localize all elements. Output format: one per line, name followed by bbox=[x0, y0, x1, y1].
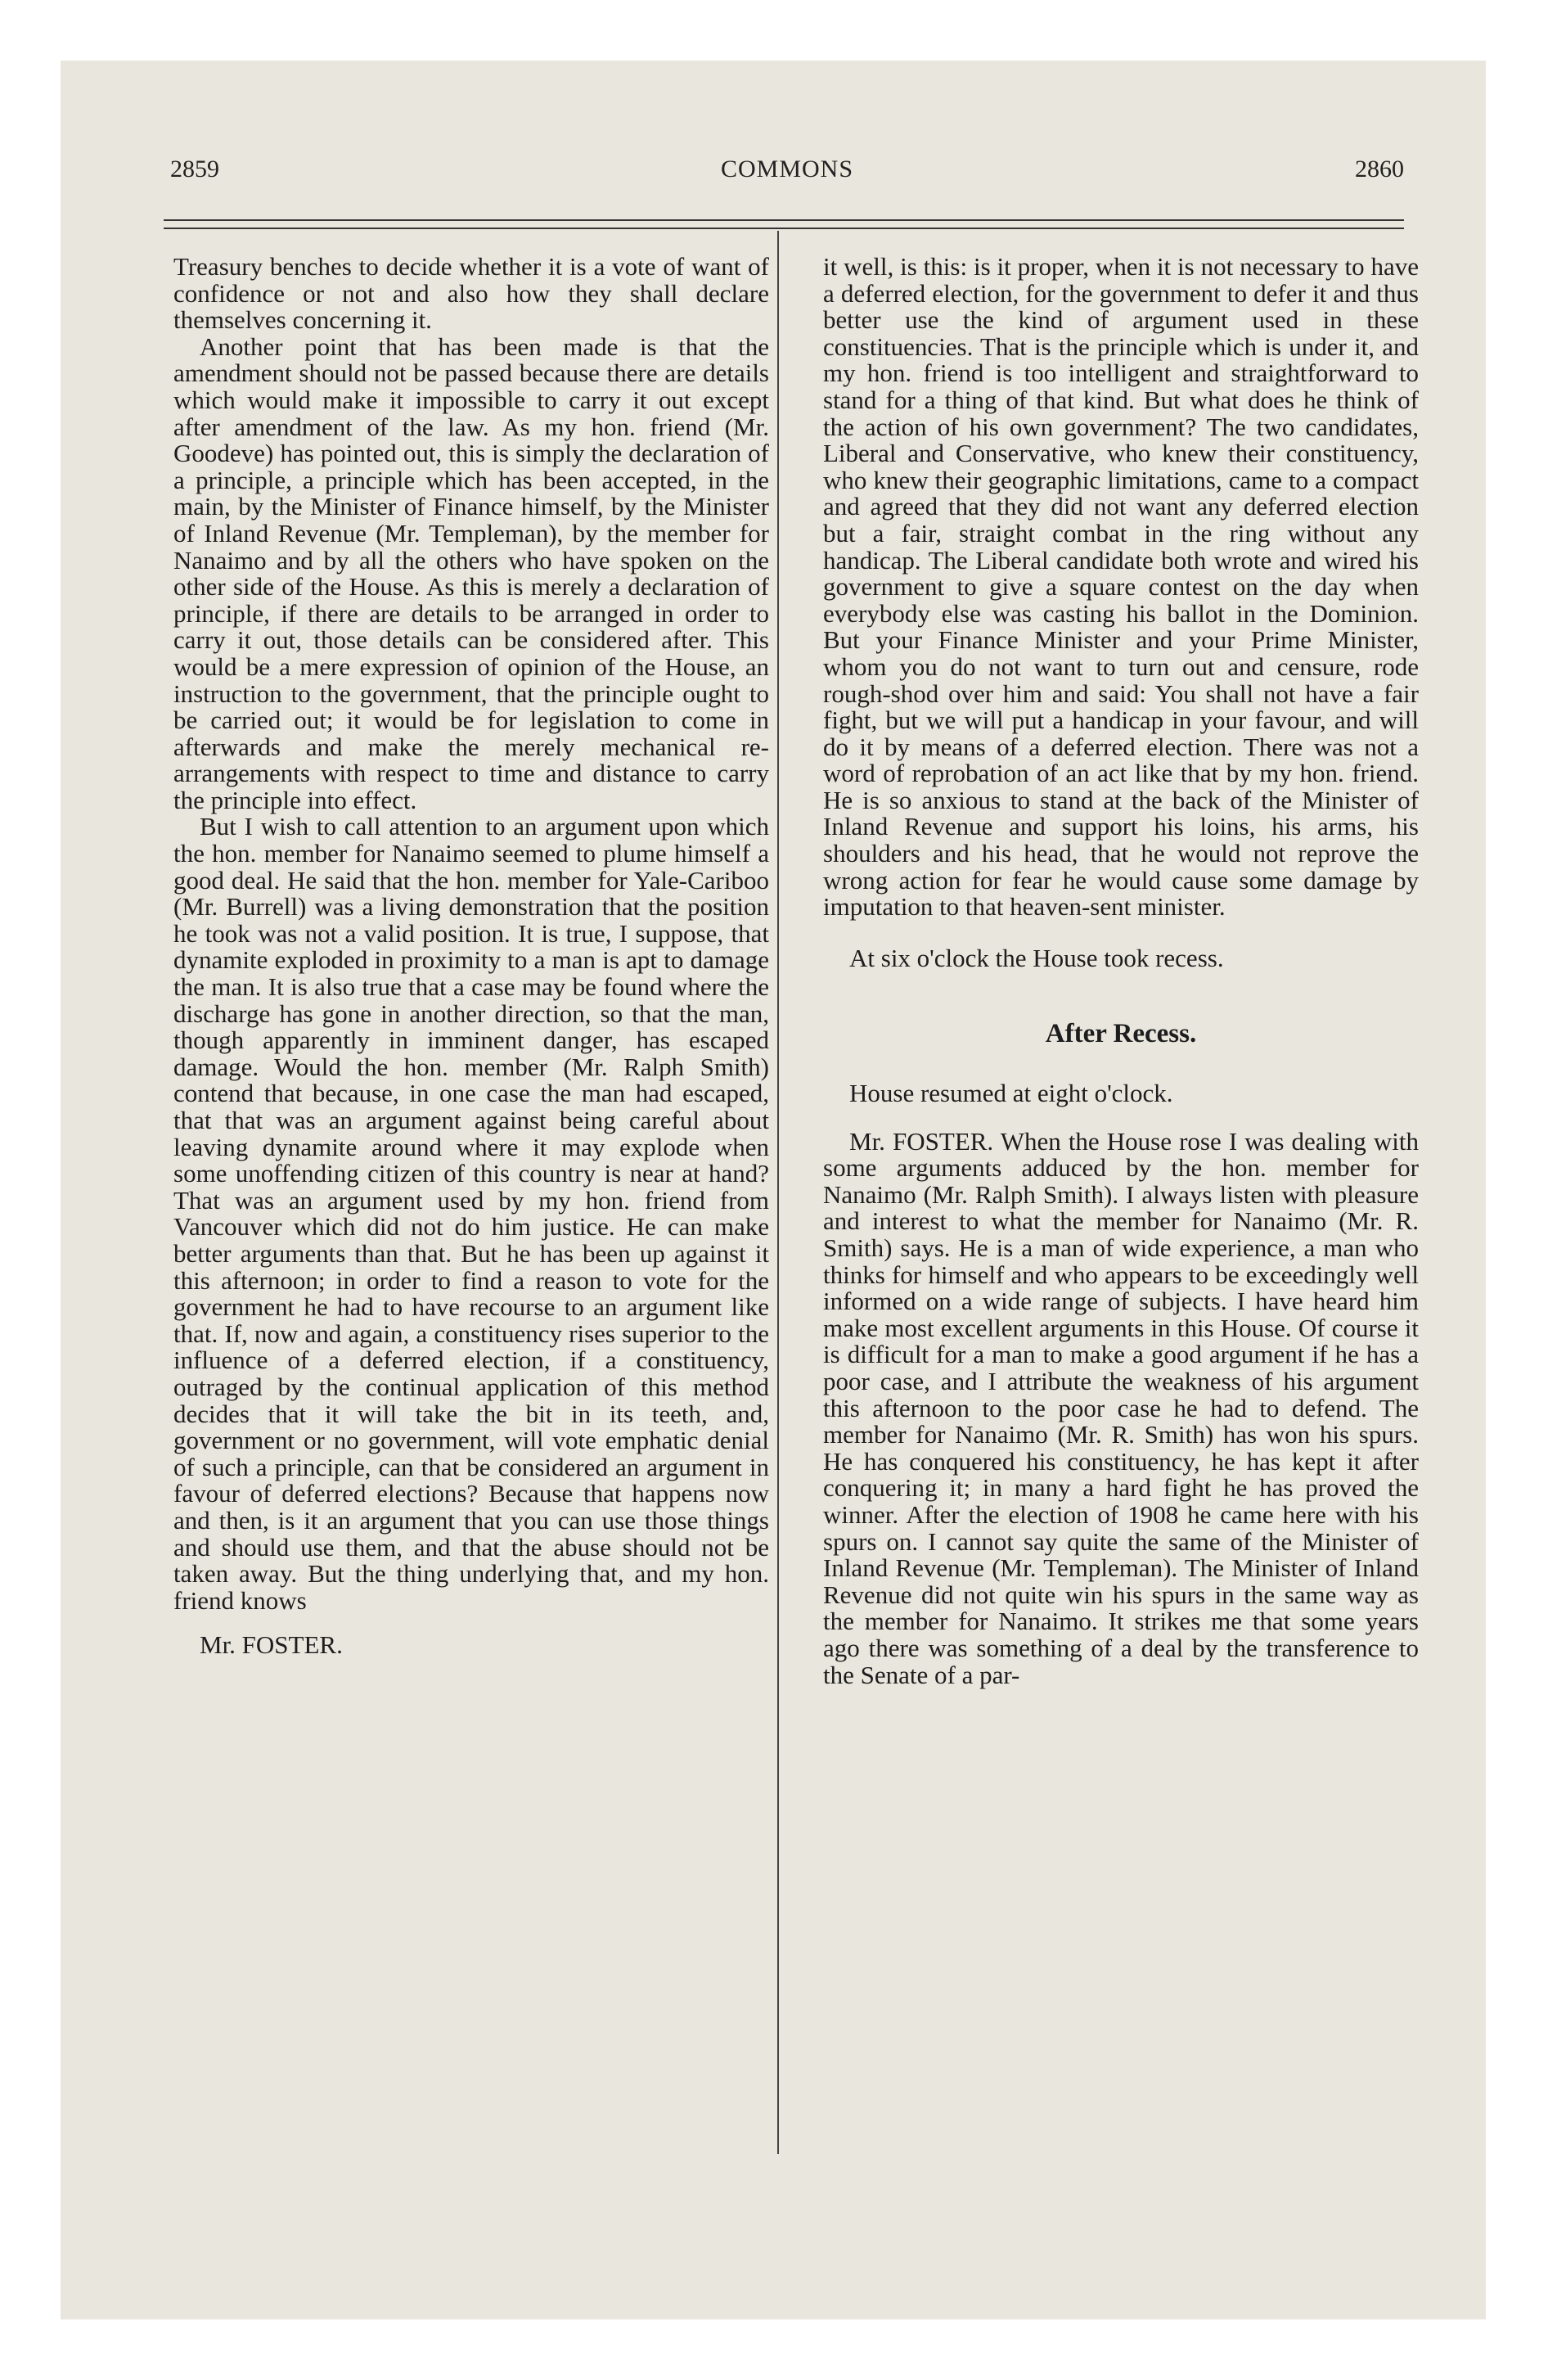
right-page-number: 2860 bbox=[1355, 156, 1404, 183]
left-paragraph-1: Treasury benches to decide whether it is a vote of want of confidence or not and also how they shall declare themselves concerning it. bbox=[173, 252, 769, 335]
resumed-note: House resumed at eight o'clock. bbox=[849, 1079, 1173, 1108]
page-header bbox=[170, 156, 1404, 192]
left-page-number: 2859 bbox=[170, 156, 219, 183]
header-double-rule bbox=[164, 219, 1404, 229]
left-column-footer: Mr. FOSTER. bbox=[200, 1630, 343, 1660]
running-title: COMMONS bbox=[720, 156, 854, 183]
right-column bbox=[823, 254, 1419, 1688]
section-heading: After Recess. bbox=[1045, 1019, 1197, 1049]
left-paragraph-3: But I wish to call attention to an argument upon which the hon. member for Nanaimo seemed to plume himself a good deal. He said that the hon. member for Yale-Cariboo (Mr. Burrell) was a living demonstration that the position he took was not a valid position. It is true, I suppose, that dynamite exploded in proximity to a man is apt to damage the man. It is also true that a case may be found where the discharge has gone in another direction, so that the man, though apparently in imminent danger, has escaped damage. Would the hon. member (Mr. Ralph Smith) contend that because, in one case the man had escaped, that that was an argument against being careful about leaving dynamite around where it may explode when some unoffending citizen of this country is near at hand? That was an argument used by my hon. friend from Vancouver which did not do him justice. He can make better arguments than that. But he has been up against it this afternoon; in order to find a reason to vote for the government he had to have recourse to an argument like that. If, now and again, a constituency rises superior to the influence of a deferred election, if a constituency, outraged by the continual application of this method decides that it will take the bit in its teeth, and, government or no government, will vote emphatic denial of such a principle, can that be considered an argument in favour of deferred elections? Because that happens now and then, is it an argument that you can use those things and should use them, and that the abuse should not be taken away. But the thing underlying that, and my hon. friend knows bbox=[173, 812, 769, 1615]
right-paragraph-1: it well, is this: is it proper, when it is not necessary to have a deferred election, for the government to defer it and thus better use the kind of argument used in these constituencies. That is the principle which is under it, and my hon. friend is too intelligent and straightforward to stand for a thing of that kind. But what does he think of the action of his own government? The two candidates, Liberal and Conservative, who knew their constituency, who knew their geographic limitations, came to a compact and agreed that they did not want any deferred election but a fair, straight combat in the ring without any handicap. The Liberal candidate both wrote and wired his government to give a square contest on the day when everybody else was casting his ballot in the Dominion. But your Finance Minister and your Prime Minister, whom you do not want to turn out and censure, rode rough-shod over him and said: You shall not have a fair fight, but we will put a handicap in your favour, and will do it by means of a deferred election. There was not a word of reprobation of an act like that by my hon. friend. He is so anxious to stand at the back of the Minister of Inland Revenue and support his loins, his arms, his shoulders and his head, that he would not reprove the wrong action for fear he would cause some damage by imputation to that heaven-sent minister. bbox=[823, 252, 1419, 922]
column-divider bbox=[777, 231, 779, 2154]
left-column bbox=[173, 254, 769, 1659]
left-paragraph-2: Another point that has been made is that the amendment should not be passed because there are details which would make it impossible to carry it out except after amendment of the law. As my hon. friend (Mr. Goodeve) has pointed out, this is simply the declaration of a principle, a principle which has been accepted, in the main, by the Minister of Finance himself, by the Minister of Inland Revenue (Mr. Templeman), by the member for Nanaimo and by all the others who have spoken on the other side of the House. As this is merely a declaration of principle, if there are details to be arranged in order to carry it out, those details can be considered after. This would be a mere expression of opinion of the House, an instruction to the government, that the principle ought to be carried out; it would be for legislation to come in afterwards and make the merely mechanical re-arrangements with respect to time and distance to carry the principle into effect. bbox=[173, 331, 769, 814]
right-paragraph-4: Mr. FOSTER. When the House rose I was dealing with some arguments adduced by the hon. member for Nanaimo (Mr. Ralph Smith). I always listen with pleasure and interest to what the member for Nanaimo (Mr. R. Smith) says. He is a man of wide experience, a man who thinks for himself and who appears to be exceedingly well informed on a wide range of subjects. I have heard him make most excellent arguments in this House. Of course it is difficult for a man to make a good argument if he has a poor case, and I attribute the weakness of his argument this afternoon to the poor case he had to defend. The member for Nanaimo (Mr. R. Smith) has won his spurs. He has conquered his constituency, he has kept it after conquering it; in many a hard fight he has proved the winner. After the election of 1908 he came here with his spurs on. I cannot say quite the same of the Minister of Inland Revenue (Mr. Templeman). The Minister of Inland Revenue did not quite win his spurs in the same way as the member for Nanaimo. It strikes me that some years ago there was something of a deal by the transference to the Senate of a par- bbox=[823, 1126, 1419, 1689]
recess-note: At six o'clock the House took recess. bbox=[849, 943, 1224, 972]
